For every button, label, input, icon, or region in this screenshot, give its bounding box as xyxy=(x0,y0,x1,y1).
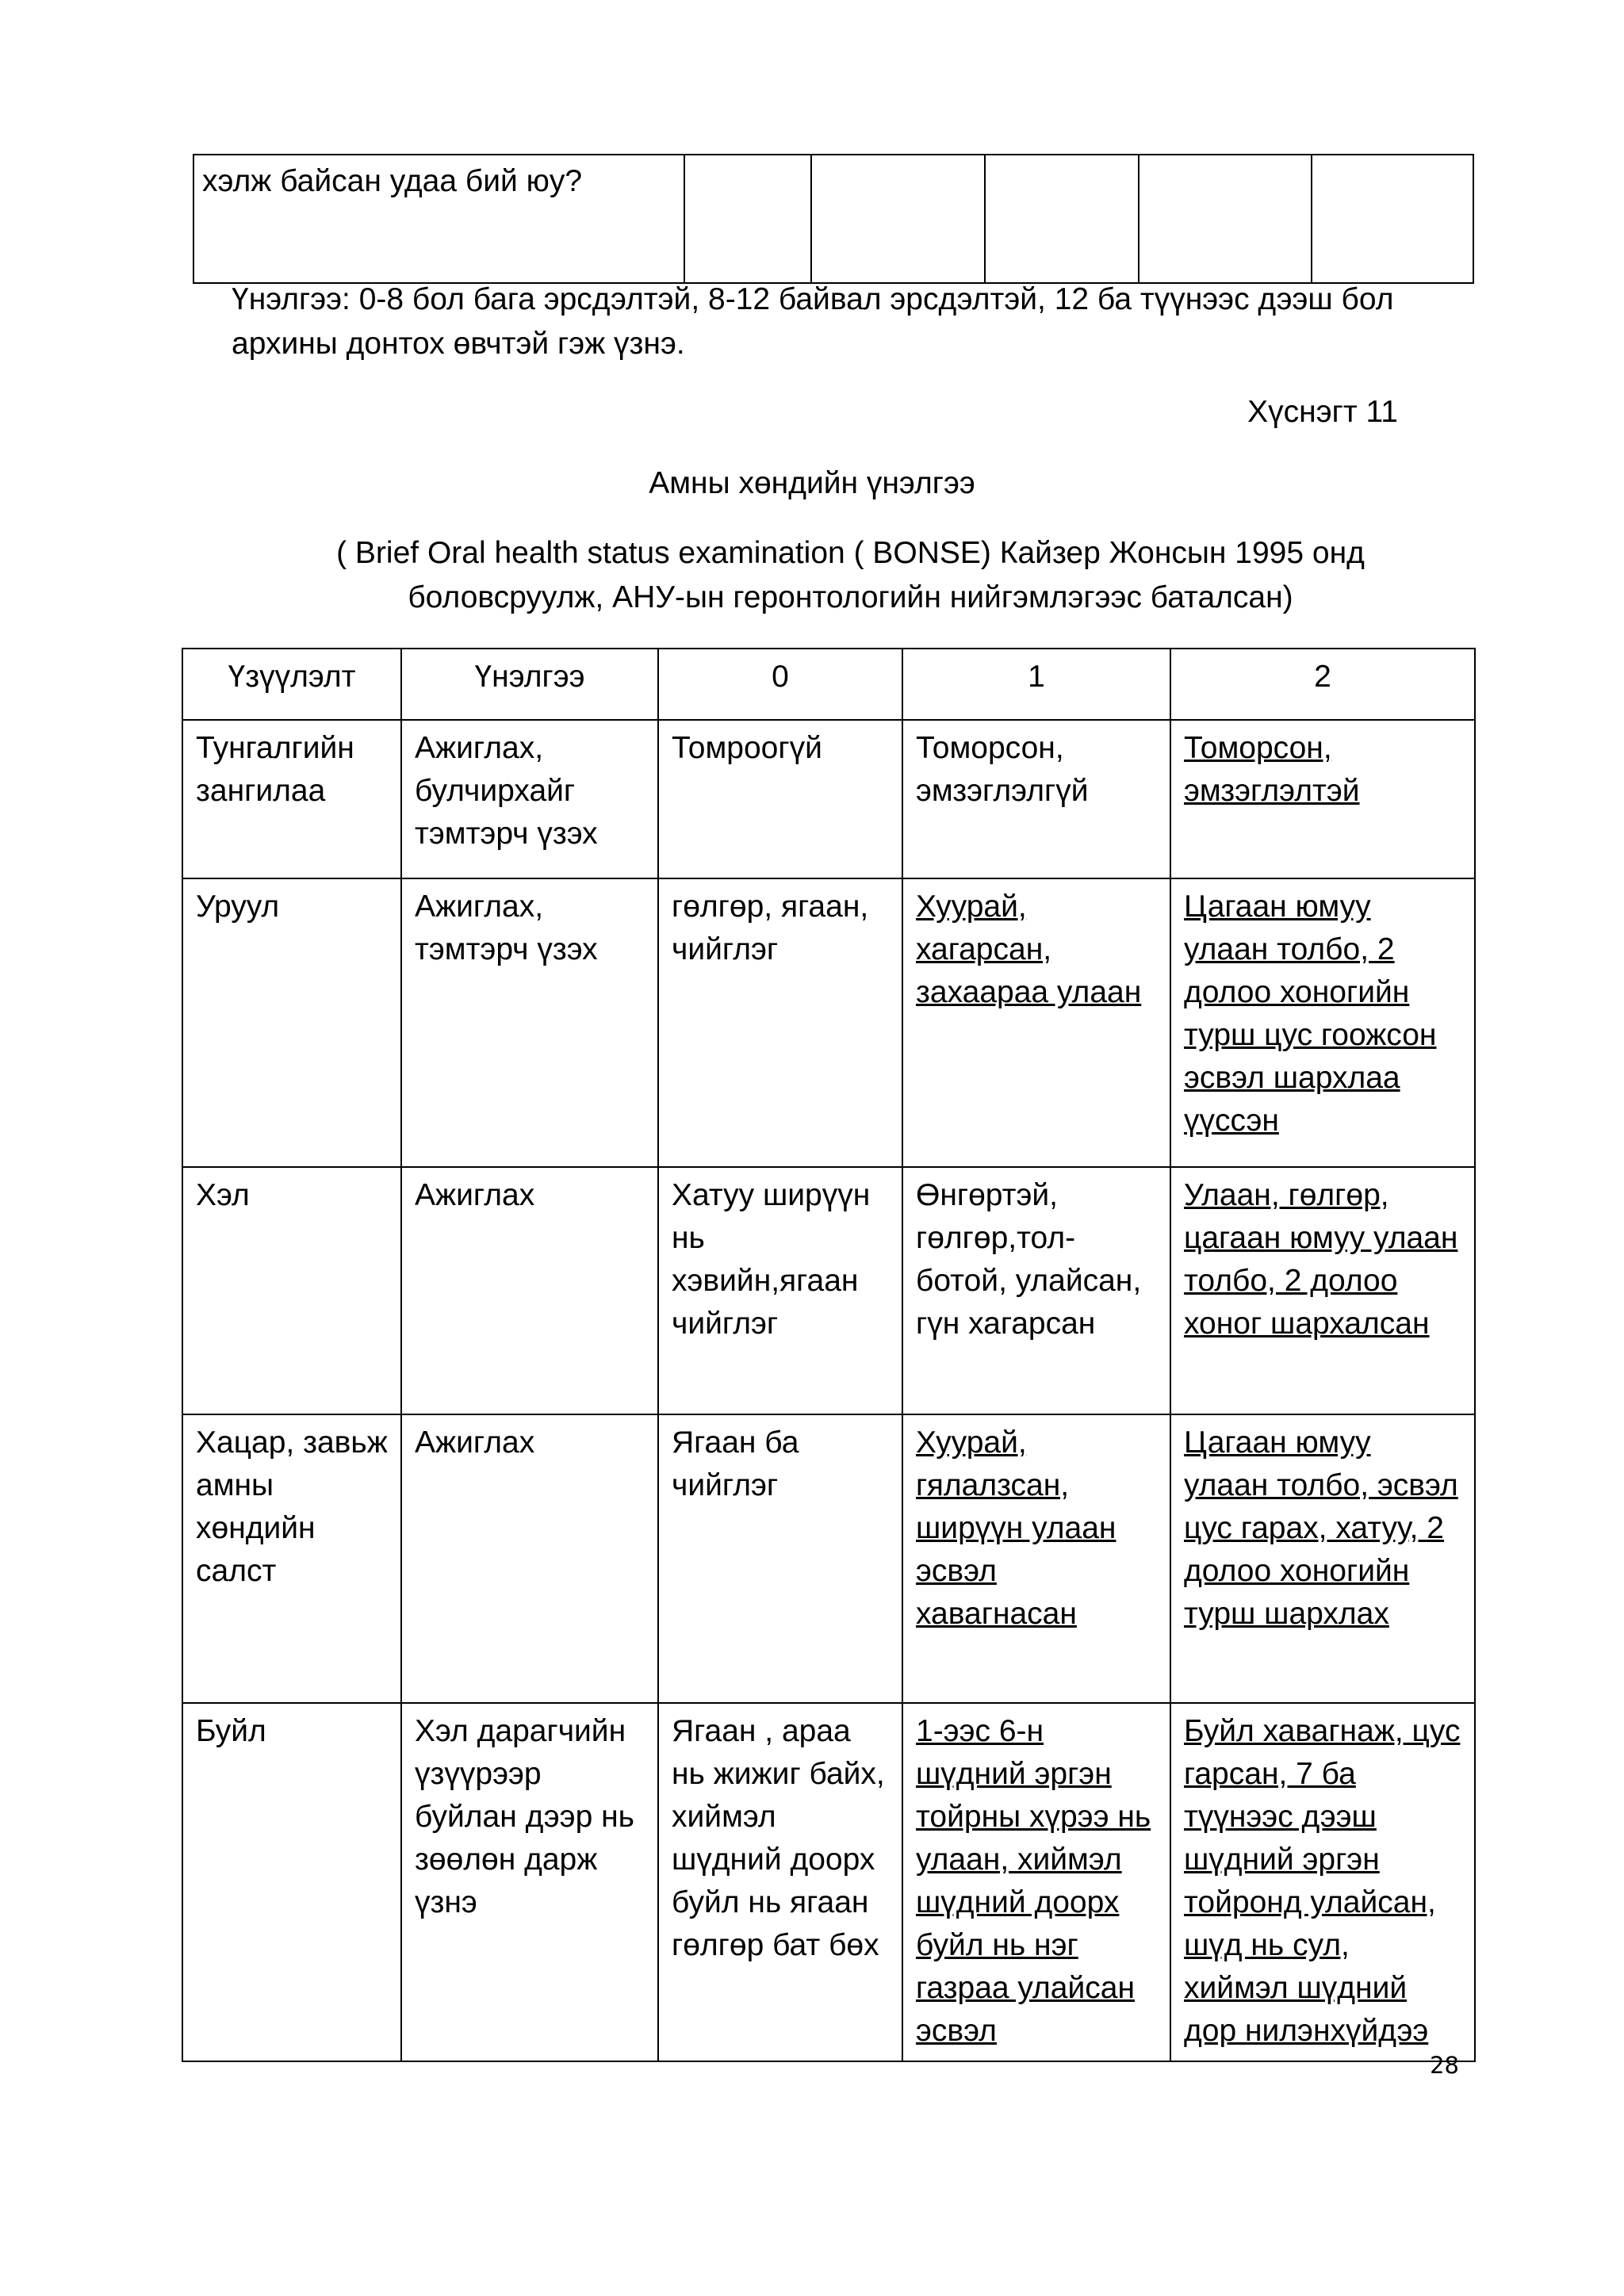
score-1-cell: 1-ээс 6-н шүдний эргэн тойрны хүрээ нь улаан, хиймэл шүдний доорх буйл нь нэг газраа улайсан эсвэл xyxy=(902,1703,1170,2061)
method-cell: Хэл дарагчийн үзүүрээр буйлан дээр нь зөөлөн дарж үзнэ xyxy=(401,1703,658,2061)
page-number: 28 xyxy=(1430,2052,1459,2079)
header-assessment: Үнэлгээ xyxy=(401,649,658,720)
score-2-cell: Улаан, гөлгөр, цагаан юмуу улаан толбо, 2 долоо хоног шархалсан xyxy=(1170,1167,1475,1414)
score-1-cell: Өнгөртэй, гөлгөр,тол-ботой, улайсан, гүн хагарсан xyxy=(902,1167,1170,1414)
table-row xyxy=(182,1703,1475,2061)
score-0-cell: Ягаан ба чийглэг xyxy=(658,1414,902,1703)
empty-cell xyxy=(985,155,1139,283)
question-cell: хэлж байсан удаа бий юу? xyxy=(193,155,684,283)
table-row xyxy=(182,720,1475,878)
table-row xyxy=(182,878,1475,1167)
indicator-cell: Уруул xyxy=(182,878,401,1167)
method-cell: Ажиглах xyxy=(401,1167,658,1414)
indicator-cell: Хацар, завьж амны хөндийн салст xyxy=(182,1414,401,1703)
empty-cell xyxy=(1139,155,1312,283)
table-subtitle: ( Brief Oral health status examination ( BONSE) Кайзер Жонсын 1995 онд боловсруулж, АНУ-ын геронтологийн нийгэмлэгээс баталсан) xyxy=(336,536,1365,614)
empty-cell xyxy=(811,155,985,283)
score-0-cell: гөлгөр, ягаан, чийглэг xyxy=(658,878,902,1167)
score-2-cell: Цагаан юмуу улаан толбо, 2 долоо хоногийн турш цус гоожсон эсвэл шархлаа үүссэн xyxy=(1170,878,1475,1167)
score-2-cell: Томорсон, эмзэглэлтэй xyxy=(1170,720,1475,878)
indicator-cell: Тунгалгийн зангилаа xyxy=(182,720,401,878)
previous-table-continuation xyxy=(193,154,1474,284)
score-1-cell: Хуурай, хагарсан, захаараа улаан xyxy=(902,878,1170,1167)
header-score-1: 1 xyxy=(902,649,1170,720)
score-1-cell: Томорсон, эмзэглэлгүй xyxy=(902,720,1170,878)
empty-cell xyxy=(1312,155,1473,283)
method-cell: Ажиглах, тэмтэрч үзэх xyxy=(401,878,658,1167)
table-number: Хүснэгт 11 xyxy=(1247,395,1398,429)
header-indicator: Үзүүлэлт xyxy=(182,649,401,720)
score-0-cell: Томроогүй xyxy=(658,720,902,878)
indicator-cell: Хэл xyxy=(182,1167,401,1414)
table-title: Амны хөндийн үнэлгээ xyxy=(649,466,975,500)
score-0-cell: Ягаан , араа нь жижиг байх, хиймэл шүдний доорх буйл нь ягаан гөлгөр бат бөх xyxy=(658,1703,902,2061)
indicator-cell: Буйл xyxy=(182,1703,401,2061)
table-row xyxy=(193,155,1473,283)
header-score-0: 0 xyxy=(658,649,902,720)
score-0-cell: Хатуу ширүүн нь хэвийн,ягаан чийглэг xyxy=(658,1167,902,1414)
oral-health-assessment-table xyxy=(182,648,1476,2062)
header-score-2: 2 xyxy=(1170,649,1475,720)
method-cell: Ажиглах xyxy=(401,1414,658,1703)
empty-cell xyxy=(684,155,811,283)
table-row xyxy=(182,1414,1475,1703)
scoring-note: Үнэлгээ: 0-8 бол бага эрсдэлтэй, 8-12 байвал эрсдэлтэй, 12 ба түүнээс дээш бол архины донтох өвчтэй гэж үзнэ. xyxy=(232,282,1394,361)
score-1-cell: Хуурай, гялалзсан, ширүүн улаан эсвэл хавагнасан xyxy=(902,1414,1170,1703)
table-row xyxy=(182,1167,1475,1414)
score-2-cell: Буйл хавагнаж, цус гарсан, 7 ба түүнээс дээш шүдний эргэн тойронд улайсан, шүд нь сул, хиймэл шүдний дор нилэнхүйдээ xyxy=(1170,1703,1475,2061)
method-cell: Ажиглах, булчирхайг тэмтэрч үзэх xyxy=(401,720,658,878)
score-2-cell: Цагаан юмуу улаан толбо, эсвэл цус гарах, хатуу, 2 долоо хоногийн турш шархлах xyxy=(1170,1414,1475,1703)
table-header-row xyxy=(182,649,1475,720)
